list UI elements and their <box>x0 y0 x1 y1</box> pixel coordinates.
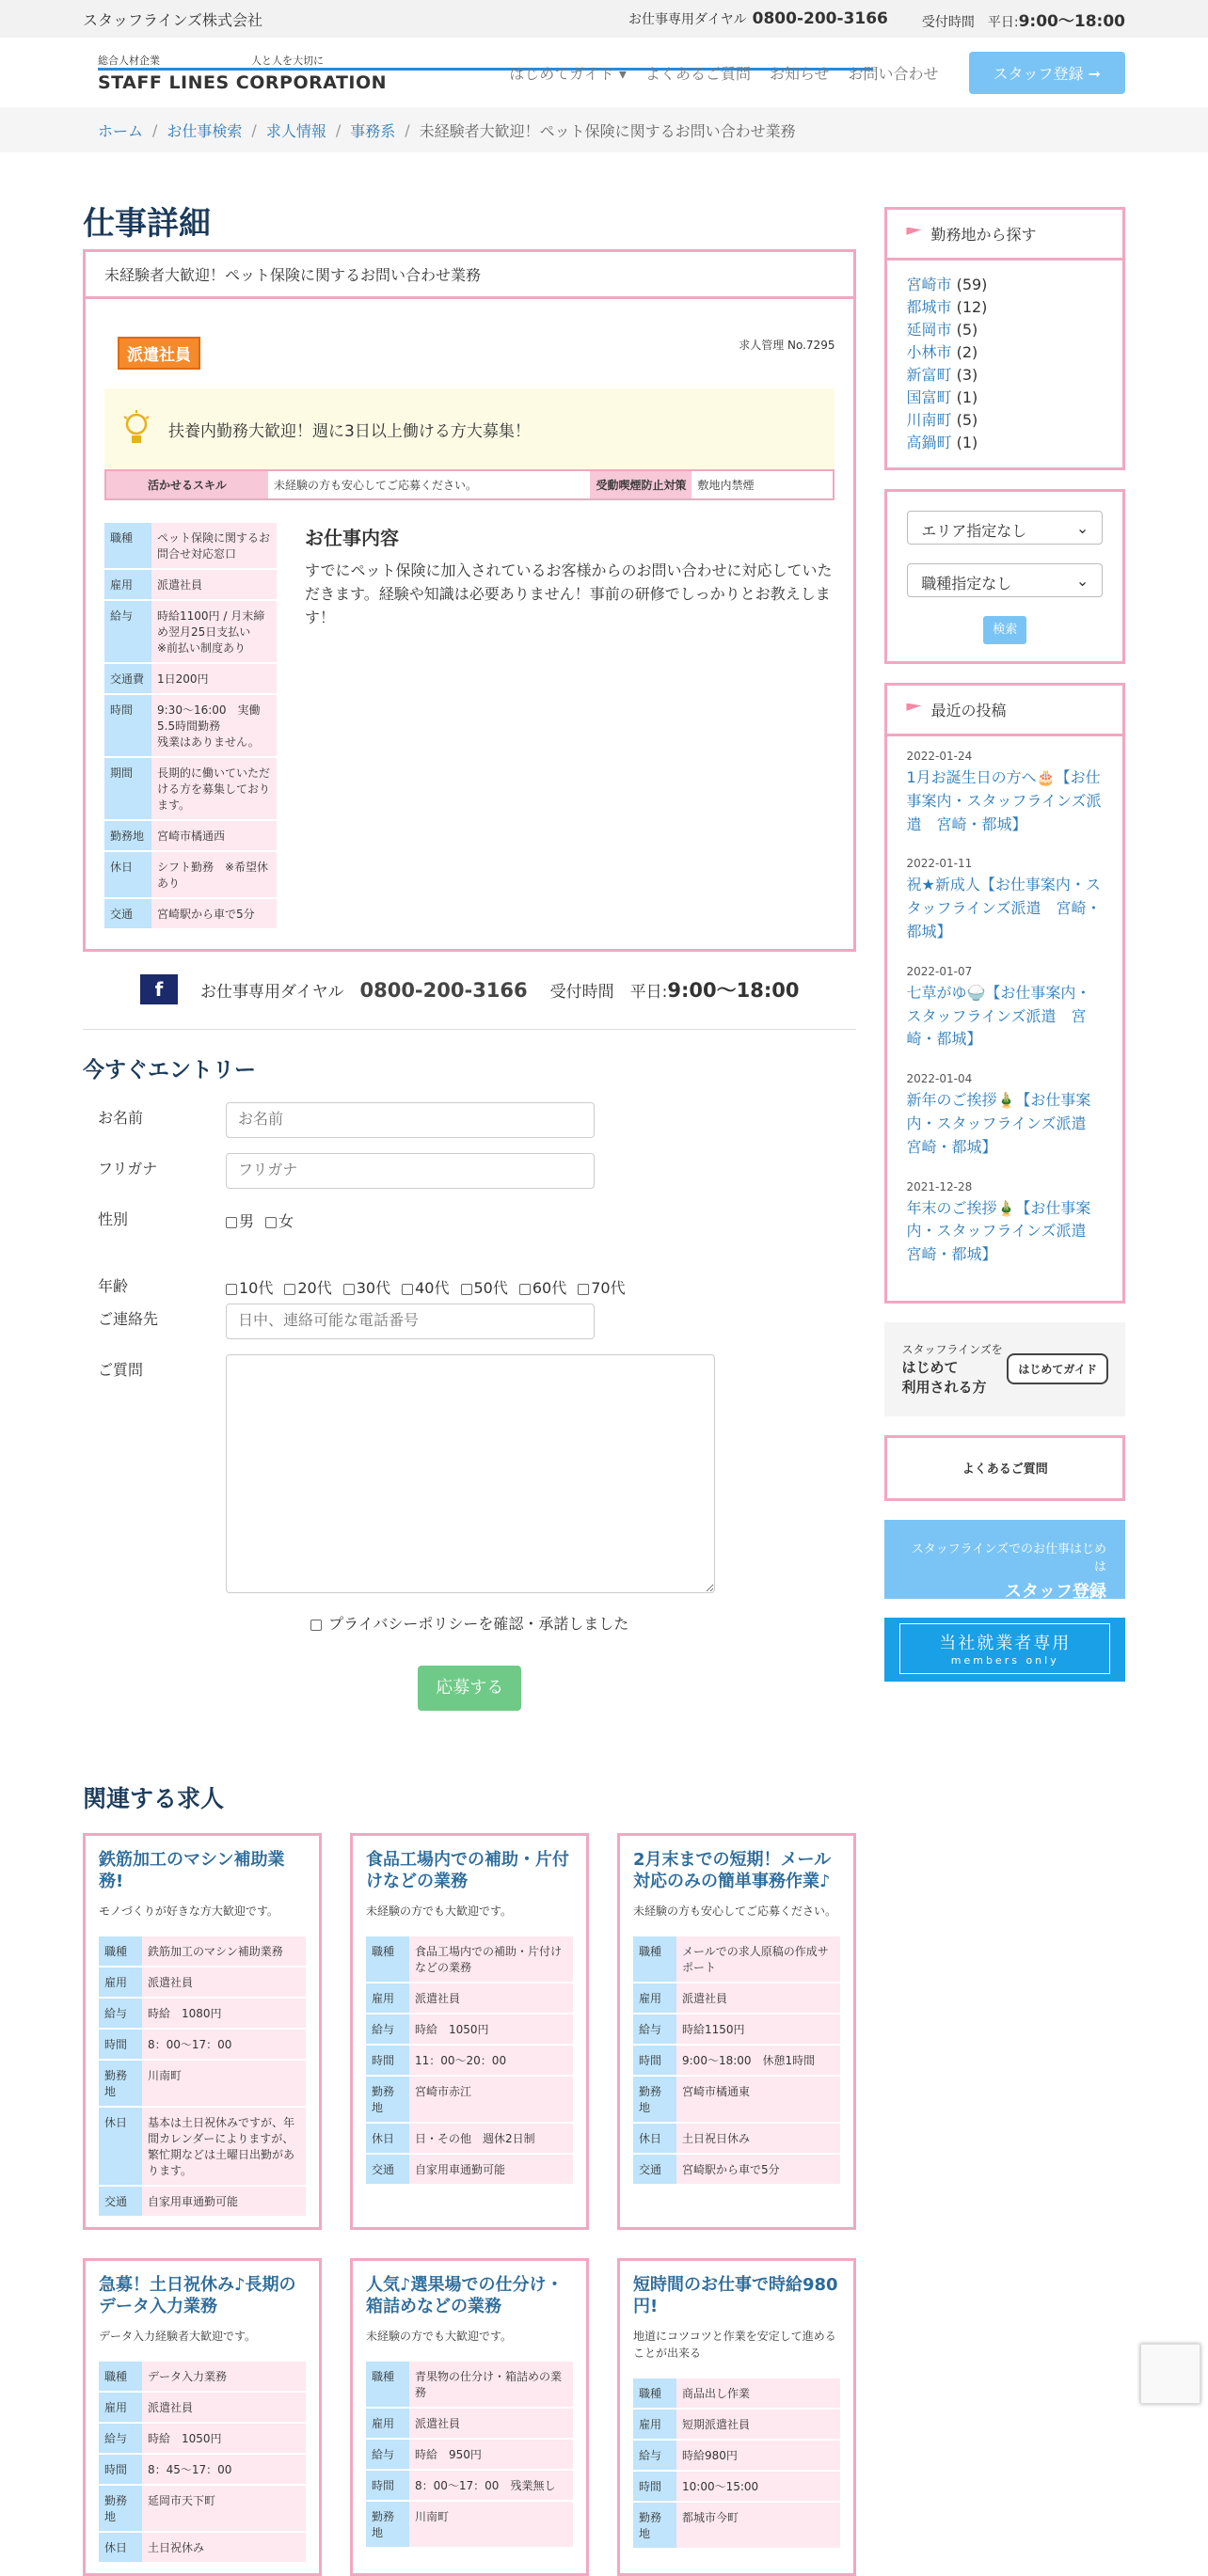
search-button[interactable]: 検索 <box>983 616 1026 644</box>
register-banner[interactable]: スタッフラインズでのお仕事はじめは スタッフ登録 <box>884 1520 1125 1599</box>
area-select[interactable]: エリア指定なし ⌄ <box>907 511 1103 545</box>
nav-guide[interactable]: はじめてガイド ▾ <box>509 64 627 83</box>
related-jobs <box>83 1833 856 2576</box>
detail-row: 交通費 1日200円 <box>104 663 277 694</box>
breadcrumb-category[interactable]: 事務系 <box>350 121 396 140</box>
main-content <box>83 198 856 2576</box>
related-job-card[interactable]: 2月末までの短期！メール対応のみの簡単事務作業♪ 未経験の方も安心してご応募ください。 職種 メールでの求人原稿の作成サポート 雇用 派遣社員 給与 時給1150円 時間 9:00〜18:00 休憩1時間 勤務地 宮崎市橘通東 休日 土日祝日休み 交通 宮崎駅から車で5分 <box>617 1833 856 2230</box>
site-logo[interactable]: 総合人材企業 人と人を大切に STAFF LINES CORPORATION <box>98 53 324 93</box>
related-job-card[interactable]: 人気♪選果場での仕分け・箱詰めなどの業務 未経験の方でも大歓迎です。 職種 青果物の仕分け・箱詰めの業務 雇用 派遣社員 給与 時給 950円 時間 8：00〜17：00 残業無し 勤務地 川南町 <box>350 2258 589 2576</box>
main-nav <box>509 52 1125 94</box>
related-job-card[interactable]: 鉄筋加工のマシン補助業務! モノづくりが好きな方大歓迎です。 職種 鉄筋加工のマシン補助業務 雇用 派遣社員 給与 時給 1080円 時間 8：00〜17：00 勤務地 川南町 休日 基本は土日祝休みですが、年間カレンダーによりますが、繁忙期などは土曜日出勤があります。 交通 自家用車通勤可能 <box>83 1833 322 2230</box>
nav-news[interactable]: お知らせ <box>769 64 830 83</box>
age-checkbox[interactable]: 70代 <box>578 1276 625 1298</box>
entry-form: お名前 お名前 フリガナ フリガナ 性別 男 女 年齢 10代 20代 30代 40代 50代 60代 70代 ご連絡先 日中、連絡可能な電話番号 ご質問 プライバシーポリシーを確認・承諾しました 応募する <box>83 1102 856 1711</box>
job-title: 未経験者大歓迎！ペット保険に関するお問い合わせ業務 <box>86 252 853 299</box>
breadcrumb-jobs[interactable]: 求人情報 <box>265 121 326 140</box>
flag-icon <box>906 703 921 717</box>
faq-banner[interactable]: よくあるご質問 <box>884 1435 1125 1501</box>
age-checkbox[interactable]: 40代 <box>402 1276 449 1298</box>
area-link[interactable]: 高鍋町 (1) <box>906 434 978 451</box>
age-checkbox[interactable]: 50代 <box>461 1276 508 1298</box>
recent-posts: 最近の投稿 2022-01-24 1月お誕生日の方へ🎂【お仕事案内・スタッフラインズ派遣 宮崎・都城】 2022-01-11 祝★新成人【お仕事案内・スタッフラインズ派遣 宮崎・都城】 2022-01-07 七草がゆ🍚【お仕事案内・スタッフラインズ派遣 宮崎・都城】 2022-01-04 新年のご挨拶🎍【お仕事案内・スタッフラインズ派遣 宮崎・都城】 2021-12-28 年末のご挨拶🎍【お仕事案内・スタッフラインズ派遣 宮崎・都城】 <box>884 683 1125 1304</box>
skill-row: 活かせるスキル 未経験の方も安心してご応募ください。 受動喫煙防止対策 敷地内禁煙 <box>104 469 834 500</box>
top-dial: お仕事専用ダイヤル 0800-200-3166 <box>628 9 888 28</box>
site-header <box>0 38 1208 107</box>
post-item[interactable]: 2021-12-28 年末のご挨拶🎍【お仕事案内・スタッフラインズ派遣 宮崎・都城】 <box>906 1179 1102 1264</box>
lightbulb-icon <box>121 409 151 449</box>
area-link[interactable]: 国富町 (1) <box>906 388 978 406</box>
top-bar <box>0 0 1208 38</box>
gender-female-checkbox[interactable]: 女 <box>265 1209 294 1231</box>
job-select[interactable]: 職種指定なし ⌄ <box>907 563 1103 597</box>
dial-info: f お仕事専用ダイヤル 0800-200-3166 受付時間 平日:9:00〜18:00 <box>83 974 856 1004</box>
recaptcha-badge[interactable] <box>1140 2344 1200 2404</box>
employment-tag: 派遣社員 <box>118 337 200 370</box>
nav-contact[interactable]: お問い合わせ <box>848 64 939 83</box>
area-link[interactable]: 新富町 (3) <box>906 366 978 384</box>
breadcrumb-home[interactable]: ホーム <box>98 121 144 140</box>
job-id: 求人管理 No.7295 <box>739 339 835 352</box>
area-link[interactable]: 都城市 (12) <box>906 298 988 316</box>
privacy-checkbox[interactable]: プライバシーポリシーを確認・承諾しました <box>310 1615 628 1633</box>
nav-faq[interactable]: よくあるご質問 <box>644 64 751 83</box>
age-checkbox[interactable]: 20代 <box>284 1276 331 1298</box>
first-guide-banner[interactable]: スタッフラインズを はじめて 利用される方 はじめてガイド <box>884 1322 1125 1416</box>
sidebar <box>884 198 1125 2576</box>
detail-row: 休日 シフト勤務 ※希望休あり <box>104 851 277 898</box>
kana-input[interactable] <box>226 1153 595 1189</box>
name-input[interactable] <box>226 1102 595 1138</box>
detail-row: 交通 宮崎駅から車で5分 <box>104 898 277 929</box>
entry-heading: 今すぐエントリー <box>83 1058 256 1083</box>
post-item[interactable]: 2022-01-11 祝★新成人【お仕事案内・スタッフラインズ派遣 宮崎・都城】 <box>906 857 1102 940</box>
staff-register-button[interactable]: スタッフ登録 ➞ <box>969 52 1126 94</box>
related-job-card[interactable]: 短時間のお仕事で時給980円! 地道にコツコツと作業を安定して進めることが出来る 職種 商品出し作業 雇用 短期派遣社員 給与 時給980円 時間 10:00〜15:00 勤務地 都城市今町 <box>617 2258 856 2576</box>
detail-row: 職種 ペット保険に関するお問合せ対応窓口 <box>104 523 277 569</box>
post-item[interactable]: 2022-01-07 七草がゆ🍚【お仕事案内・スタッフラインズ派遣 宮崎・都城】 <box>906 964 1091 1049</box>
detail-row: 時間 9:30〜16:00 実働5.5時間勤務 残業はありません。 <box>104 694 277 757</box>
area-box: 勤務地から探す 宮崎市 (59) 都城市 (12) 延岡市 (5) 小林市 (2) 新富町 (3) 国富町 (1) 川南町 (5) 高鍋町 (1) <box>884 207 1125 470</box>
detail-row: 雇用 派遣社員 <box>104 569 277 600</box>
company-name: スタッフラインズ株式会社 <box>83 10 263 29</box>
area-link[interactable]: 宮崎市 (59) <box>906 276 988 293</box>
job-detail-table <box>104 523 277 930</box>
top-hours: 受付時間 平日:9:00〜18:00 <box>921 11 1125 31</box>
detail-row: 期間 長期的に働いていただける方を募集しております。 <box>104 757 277 820</box>
contact-input[interactable] <box>226 1304 595 1339</box>
breadcrumb-current: 未経験者大歓迎！ペット保険に関するお問い合わせ業務 <box>419 121 796 140</box>
age-checkbox[interactable]: 10代 <box>226 1276 273 1298</box>
question-textarea[interactable] <box>226 1354 715 1593</box>
related-job-card[interactable]: 食品工場内での補助・片付けなどの業務 未経験の方でも大歓迎です。 職種 食品工場内での補助・片付けなどの業務 雇用 派遣社員 給与 時給 1050円 時間 11：00〜20：00 勤務地 宮崎市赤江 休日 日・その他 週休2日制 交通 自家用車通勤可能 <box>350 1833 589 2230</box>
area-link[interactable]: 川南町 (5) <box>906 411 978 429</box>
flag-icon <box>906 228 921 241</box>
catch-copy: 扶養内勤務大歓迎！週に3日以上働ける方大募集！ <box>104 388 834 469</box>
page-title: 仕事詳細 <box>83 205 211 243</box>
related-job-card[interactable]: 急募！土日祝休み♪長期のデータ入力業務 データ入力経験者大歓迎です。 職種 データ入力業務 雇用 派遣社員 給与 時給 1050円 時間 8：45〜17：00 勤務地 延岡市天下町 休日 土日祝休み <box>83 2258 322 2576</box>
post-item[interactable]: 2022-01-24 1月お誕生日の方へ🎂【お仕事案内・スタッフラインズ派遣 宮崎・都城】 <box>906 750 1102 833</box>
detail-row: 給与 時給1100円 / 月末締め翌月25日支払い ※前払い制度あり <box>104 600 277 663</box>
gender-male-checkbox[interactable]: 男 <box>226 1209 254 1231</box>
age-checkbox[interactable]: 60代 <box>519 1276 566 1298</box>
job-content: お仕事内容 すでにペット保険に加入されているお客様からのお問い合わせに対応していただきます。経験や知識は必要ありません！事前の研修でしっかりとお教えします！ <box>305 527 833 626</box>
area-link[interactable]: 延岡市 (5) <box>906 321 978 339</box>
breadcrumb-search[interactable]: お仕事検索 <box>167 121 243 140</box>
detail-row: 勤務地 宮崎市橘通西 <box>104 820 277 851</box>
age-checkbox[interactable]: 30代 <box>343 1276 390 1298</box>
search-box <box>884 489 1125 664</box>
freecall-icon: f <box>140 974 178 1004</box>
related-heading: 関連する求人 <box>83 1785 225 1812</box>
breadcrumb: ホーム / お仕事検索 / 求人情報 / 事務系 / 未経験者大歓迎！ペット保険に関するお問い合わせ業務 <box>0 107 1208 152</box>
area-link[interactable]: 小林市 (2) <box>906 343 978 361</box>
apply-button[interactable]: 応募する <box>418 1666 521 1711</box>
post-item[interactable]: 2022-01-04 新年のご挨拶🎍【お仕事案内・スタッフラインズ派遣 宮崎・都城】 <box>906 1072 1102 1156</box>
job-detail-box <box>83 249 856 952</box>
members-banner[interactable]: 当社就業者専用 members only <box>884 1618 1125 1682</box>
